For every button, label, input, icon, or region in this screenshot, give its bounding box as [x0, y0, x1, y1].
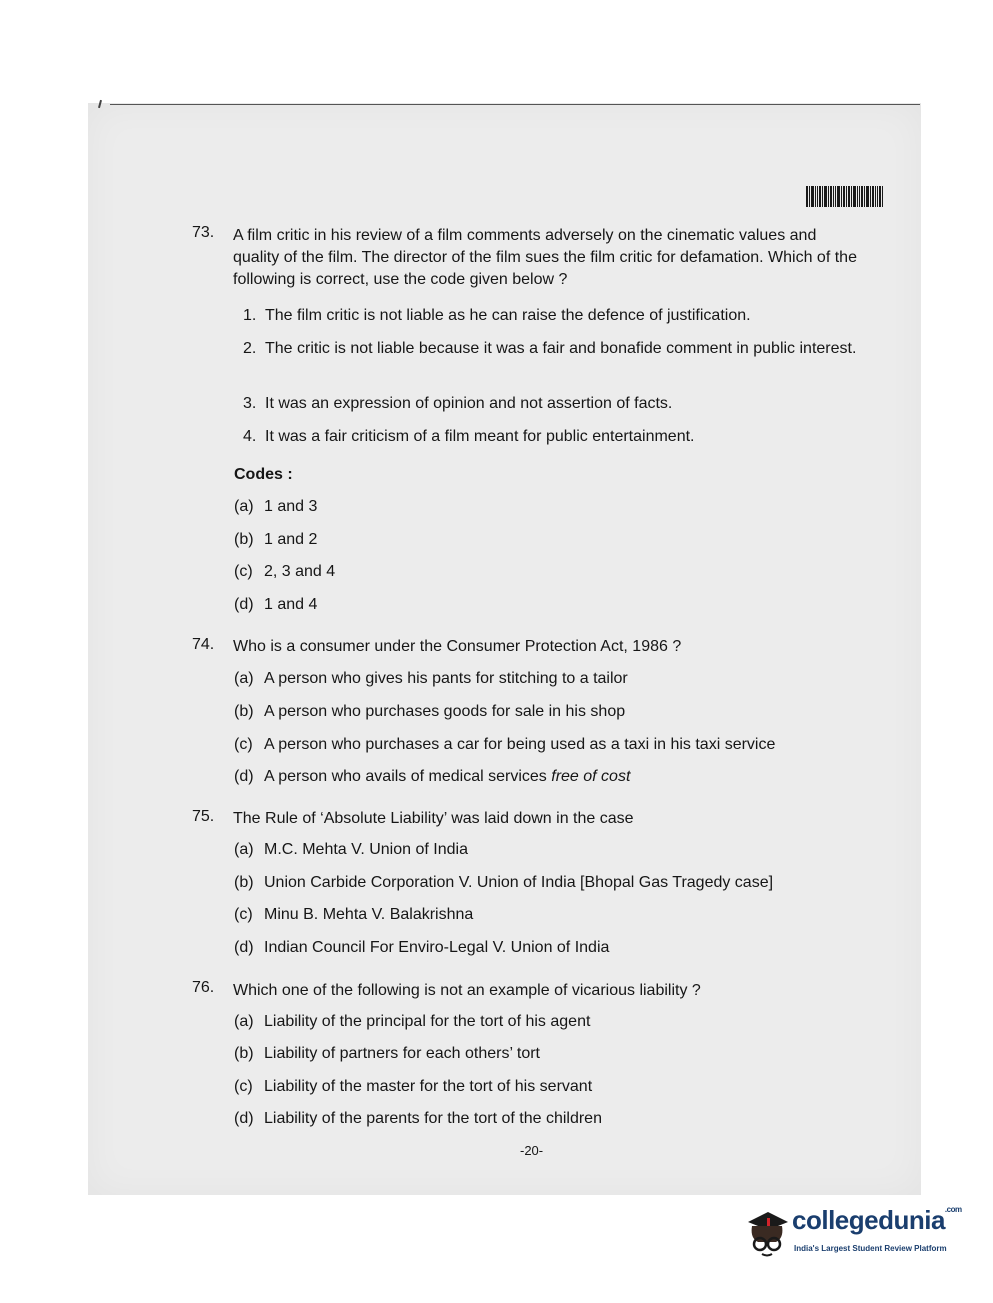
question-number: 74. — [192, 636, 215, 653]
option — [234, 1076, 592, 1098]
option — [234, 1043, 540, 1065]
option-label: (c) — [234, 563, 253, 580]
option-text: Indian Council For Enviro-Legal V. Union of India — [264, 939, 610, 956]
option-label: (d) — [234, 1110, 254, 1127]
option — [234, 561, 335, 583]
option — [234, 904, 473, 926]
option-label: (d) — [234, 596, 254, 613]
top-rule — [110, 104, 920, 105]
option-text: 2, 3 and 4 — [264, 563, 336, 580]
option-text: A person who purchases a car for being used as a taxi in his taxi service — [264, 736, 776, 753]
option-label: (b) — [234, 703, 254, 720]
option-text: Liability of the parents for the tort of the children — [264, 1110, 602, 1127]
brand-name: collegedunia — [792, 1205, 945, 1235]
statement-label: 3. — [243, 395, 257, 412]
statement-text: It was an expression of opinion and not assertion of facts. — [265, 395, 673, 412]
question-text: Who is a consumer under the Consumer Protection Act, 1986 ? — [233, 638, 682, 655]
question-number: 73. — [192, 224, 215, 241]
option-label: (a) — [234, 1013, 254, 1030]
question-text: Which one of the following is not an example of vicarious liability ? — [233, 982, 701, 999]
option-text: Union Carbide Corporation V. Union of India [Bhopal Gas Tragedy case] — [264, 874, 774, 891]
option — [234, 668, 628, 690]
option — [234, 766, 630, 788]
option — [234, 594, 317, 616]
option — [234, 839, 468, 861]
option — [234, 701, 625, 723]
option-text: Liability of the master for the tort of his servant — [264, 1078, 593, 1095]
option-text: 1 and 3 — [264, 498, 318, 515]
question-number: 76. — [192, 979, 215, 996]
statement — [243, 338, 863, 360]
option — [234, 496, 317, 518]
statement — [243, 426, 694, 448]
statement-text: It was a fair criticism of a film meant for public entertainment. — [265, 428, 695, 445]
option-text: Liability of partners for each others’ tort — [264, 1045, 540, 1062]
option-label: (b) — [234, 1045, 254, 1062]
option-label: (c) — [234, 736, 253, 753]
option-label: (b) — [234, 874, 254, 891]
question-text: The Rule of ‘Absolute Liability’ was laid down in the case — [233, 810, 634, 827]
brand-tld: .com — [944, 1205, 962, 1214]
statement-label: 4. — [243, 428, 257, 445]
option-text: A person who purchases goods for sale in his shop — [264, 703, 626, 720]
statement — [243, 393, 672, 415]
option-label: (a) — [234, 841, 254, 858]
option — [234, 1108, 602, 1130]
option-text: M.C. Mehta V. Union of India — [264, 841, 468, 858]
statement-label: 2. — [243, 340, 257, 357]
option-text: A person who avails of medical services — [264, 768, 552, 785]
option-label: (c) — [234, 906, 253, 923]
option-text: A person who gives his pants for stitching to a tailor — [264, 670, 628, 687]
brand-tagline: India's Largest Student Review Platform — [794, 1244, 947, 1253]
option-label: (c) — [234, 1078, 253, 1095]
option-label: (b) — [234, 531, 254, 548]
question-number: 75. — [192, 808, 215, 825]
option — [234, 1011, 590, 1033]
option-text: 1 and 2 — [264, 531, 318, 548]
statement-text: The film critic is not liable as he can raise the defence of justification. — [265, 307, 751, 324]
option — [234, 872, 773, 894]
codes-heading: Codes : — [234, 466, 293, 483]
option — [234, 937, 609, 959]
option-label: (d) — [234, 768, 254, 785]
option-emphasis: free of cost — [551, 768, 631, 785]
option-label: (a) — [234, 498, 254, 515]
page-number: -20- — [520, 1143, 544, 1158]
option-text: Liability of the principal for the tort of his agent — [264, 1013, 591, 1030]
statement — [243, 305, 751, 327]
collegedunia-logo — [738, 1200, 963, 1260]
option-label: (a) — [234, 670, 254, 687]
option — [234, 529, 317, 551]
option-text: 1 and 4 — [264, 596, 318, 613]
statement-label: 1. — [243, 307, 257, 324]
option-label: (d) — [234, 939, 254, 956]
mascot-icon — [738, 1200, 792, 1260]
statement-text: The critic is not liable because it was a fair and bonafide comment in public interest. — [265, 340, 857, 357]
barcode — [806, 186, 889, 207]
option — [234, 734, 775, 756]
option-text: Minu B. Mehta V. Balakrishna — [264, 906, 474, 923]
question-text: A film critic in his review of a film comments adversely on the cinematic values and quality of the film. The director of the film sues the film critic for defamation. Which of the following is correct, use the code given below ? — [233, 227, 857, 288]
